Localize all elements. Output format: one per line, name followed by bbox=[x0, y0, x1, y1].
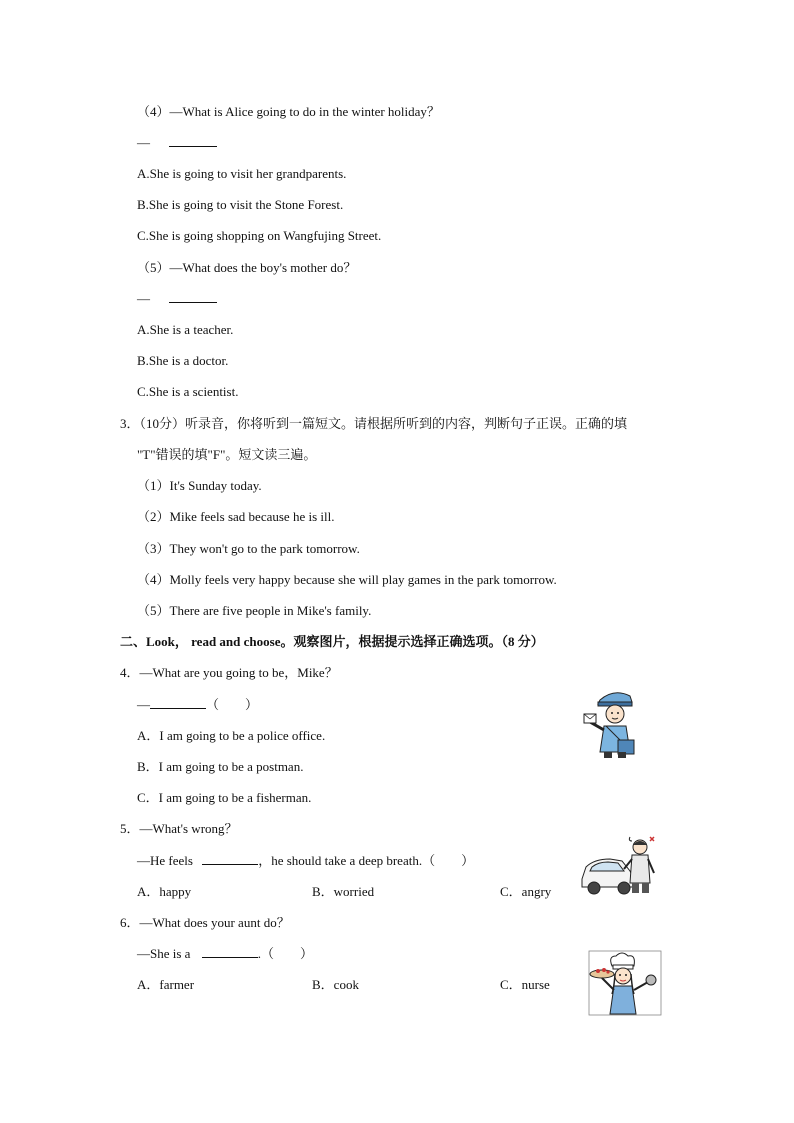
tf-item-2: （2）Mike feels sad because he is ill. bbox=[137, 509, 335, 524]
tf-item-1: （1）It's Sunday today. bbox=[137, 478, 262, 493]
option-4b: B.She is going to visit the Stone Forest. bbox=[137, 197, 344, 212]
option-5c: C.She is a scientist. bbox=[137, 384, 239, 399]
question-3-instruction-2: "T"错误的填"F"。短文读三遍。 bbox=[137, 447, 317, 462]
answer-blank[interactable] bbox=[202, 853, 258, 865]
answer-blank[interactable] bbox=[169, 135, 217, 147]
postman-illustration bbox=[582, 686, 646, 760]
question-4b-text: 4．—What are you going to be，Mike？ bbox=[120, 665, 338, 680]
answer-dash: — bbox=[137, 697, 150, 712]
option-5b-a: A．happy bbox=[137, 884, 192, 899]
answer-suffix: .（ ） bbox=[257, 946, 313, 961]
question-5-text: （5）—What does the boy's mother do？ bbox=[137, 260, 357, 275]
answer-line-4b bbox=[137, 696, 258, 714]
option-4b-a: A．I am going to be a police office. bbox=[137, 728, 326, 743]
answer-prefix: —She is a bbox=[137, 946, 191, 961]
question-3-instruction-1: 3．（10分）听录音，你将听到一篇短文。请根据所听到的内容，判断句子正误。正确的填 bbox=[120, 416, 628, 431]
section-2-title: 二、Look， read and choose。观察图片，根据提示选择正确选项。（8 分） bbox=[120, 634, 544, 649]
worried-man-car-illustration bbox=[578, 833, 660, 897]
question-4-text: （4）—What is Alice going to do in the winter holiday？ bbox=[137, 104, 440, 119]
answer-dash: — bbox=[137, 135, 150, 150]
answer-line-5b bbox=[137, 852, 474, 870]
answer-blank[interactable] bbox=[150, 697, 206, 709]
option-4b-b: B．I am going to be a postman. bbox=[137, 759, 304, 774]
option-6b-c: C．nurse bbox=[500, 977, 550, 992]
answer-suffix: ，he should take a deep breath.（ ） bbox=[258, 853, 475, 868]
option-4c: C.She is going shopping on Wangfujing Street. bbox=[137, 228, 382, 243]
answer-prefix: —He feels bbox=[137, 853, 193, 868]
answer-line-4 bbox=[137, 134, 217, 152]
option-5a: A.She is a teacher. bbox=[137, 322, 234, 337]
answer-line-6b bbox=[137, 945, 313, 963]
option-6b-a: A．farmer bbox=[137, 977, 195, 992]
answer-blank[interactable] bbox=[169, 291, 217, 303]
option-4b-c: C．I am going to be a fisherman. bbox=[137, 790, 312, 805]
option-5b-b: B．worried bbox=[312, 884, 375, 899]
option-5b: B.She is a doctor. bbox=[137, 353, 229, 368]
question-6b-text: 6．—What does your aunt do？ bbox=[120, 915, 290, 930]
option-6b-b: B．cook bbox=[312, 977, 359, 992]
answer-blank[interactable] bbox=[202, 946, 258, 958]
option-4a: A.She is going to visit her grandparents. bbox=[137, 166, 347, 181]
option-5b-c: C．angry bbox=[500, 884, 552, 899]
tf-item-4: （4）Molly feels very happy because she will play games in the park tomorrow. bbox=[137, 572, 557, 587]
answer-line-5 bbox=[137, 290, 217, 308]
tf-item-3: （3）They won't go to the park tomorrow. bbox=[137, 541, 360, 556]
tf-item-5: （5）There are five people in Mike's family. bbox=[137, 603, 372, 618]
answer-paren: （ ） bbox=[206, 697, 259, 712]
question-5b-text: 5．—What's wrong？ bbox=[120, 821, 238, 836]
answer-dash: — bbox=[137, 291, 150, 306]
cook-illustration bbox=[588, 950, 662, 1016]
